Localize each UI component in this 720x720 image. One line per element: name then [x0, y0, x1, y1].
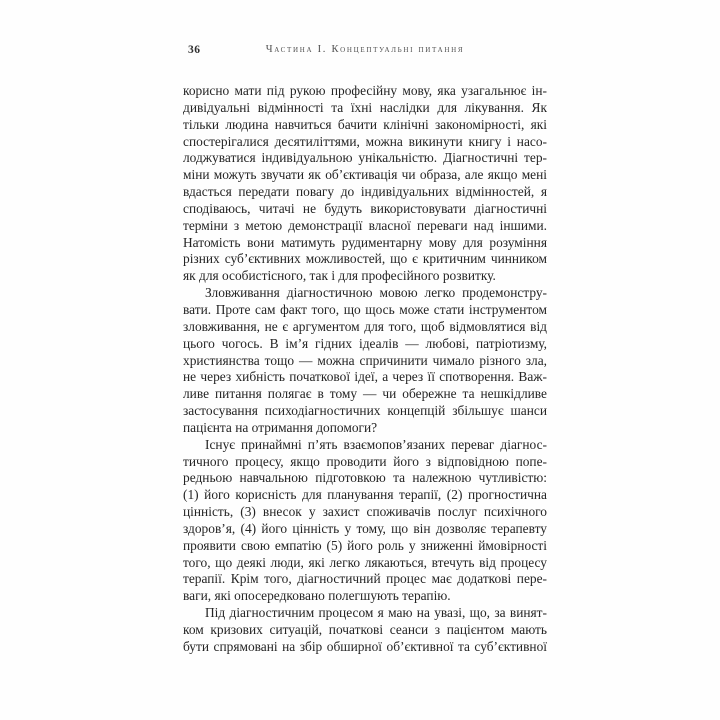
text-line: християнства тощо — можна спричинити чимало різного зла,: [183, 352, 547, 368]
text-line: вдасться передати повагу до індивідуальних відмінностей, я: [183, 184, 547, 200]
text-line: дивідуальні відмінності та їхні наслідки для лікування. Як: [183, 99, 547, 115]
text-line: проявити свою емпатію (5) його роль у зниженні ймовірності: [183, 537, 547, 553]
text-line: ваги, які опосередковано полегшують терапію.: [183, 588, 451, 604]
text-line: Під діагностичним процесом я маю на увазі, що, за винят-: [205, 605, 547, 621]
text-line: того, що деякі люди, які легко лякаються, втечуть від процесу: [183, 554, 547, 570]
text-line: терапії. Крім того, діагностичний процес має додаткові пере-: [183, 571, 547, 587]
text-line: бути спрямовані на збір обширної об’єктивної та суб’єктивної: [183, 638, 547, 654]
text-line: тичного процесу, якщо проводити його з відповідною попе-: [183, 453, 547, 469]
text-line: сподіваюсь, читачі не будуть використовувати діагностичні: [183, 200, 547, 216]
text-line: здоров’я, (4) його цінність у тому, що він дозволяє терапевту: [183, 520, 547, 536]
text-line: ливе питання полягає в тому — чи обережне та нешкідливе: [183, 386, 547, 402]
paragraph: [183, 605, 547, 656]
text-line: Зловживання діагностичною мовою легко продемонстру-: [205, 285, 547, 301]
body-text: [183, 83, 547, 656]
text-line: як для особистісного, так і для професійного розвитку.: [183, 268, 496, 284]
text-line: корисно мати під рукою професійну мову, яка узагальнює ін-: [183, 83, 547, 98]
text-line: зловживання, не є аргументом для того, щоб відмовлятися від: [183, 318, 547, 334]
text-line: спостерігалися десятиліттями, можна викинути книгу і насо-: [183, 133, 547, 149]
text-line: пацієнта на отримання допомоги?: [183, 419, 378, 435]
text-line: (1) його корисність для планування терапії, (2) прогностична: [183, 487, 547, 503]
text-line: ком кризових ситуацій, початкові сеанси з пацієнтом мають: [183, 622, 547, 637]
text-line: лоджуватися індивідуальною унікальністю. Діагностичні тер-: [183, 150, 547, 166]
text-line: вати. Проте сам факт того, що щось може стати інструментом: [183, 301, 547, 317]
page-number: 36: [188, 44, 201, 56]
text-line: Натомість вони матимуть рудиментарну мову для розуміння: [183, 234, 547, 250]
text-line: не через хибність початкової ідеї, а через її спотворення. Важ-: [183, 369, 547, 385]
text-line: цінність, (3) внесок у захист споживачів послуг психічного: [183, 504, 547, 520]
paragraph: [183, 285, 547, 437]
text-line: редньою навчальною підготовкою та належною чутливістю:: [183, 470, 547, 486]
page-header: [183, 44, 547, 60]
paragraph: [183, 83, 547, 285]
text-line: терміни з метою демонстрації власної переваги над іншими.: [183, 217, 547, 233]
running-head: Частина I. Концептуальні питання: [265, 44, 465, 55]
text-line: Існує принаймні п’ять взаємопов’язаних переваг діагнос-: [205, 436, 547, 452]
paragraph: [183, 437, 547, 605]
text-line: застосування психодіагностичних концепцій збільшує шанси: [183, 403, 547, 419]
text-line: тільки людина навчиться бачити клінічні закономірності, які: [183, 116, 547, 132]
text-line: цього чогось. В ім’я гідних ідеалів — любові, патріотизму,: [183, 335, 547, 351]
text-line: міни можуть звучати як об’єктивація чи образа, але якщо мені: [183, 167, 547, 183]
text-line: різних суб’єктивних можливостей, що є критичним чинником: [183, 251, 547, 267]
